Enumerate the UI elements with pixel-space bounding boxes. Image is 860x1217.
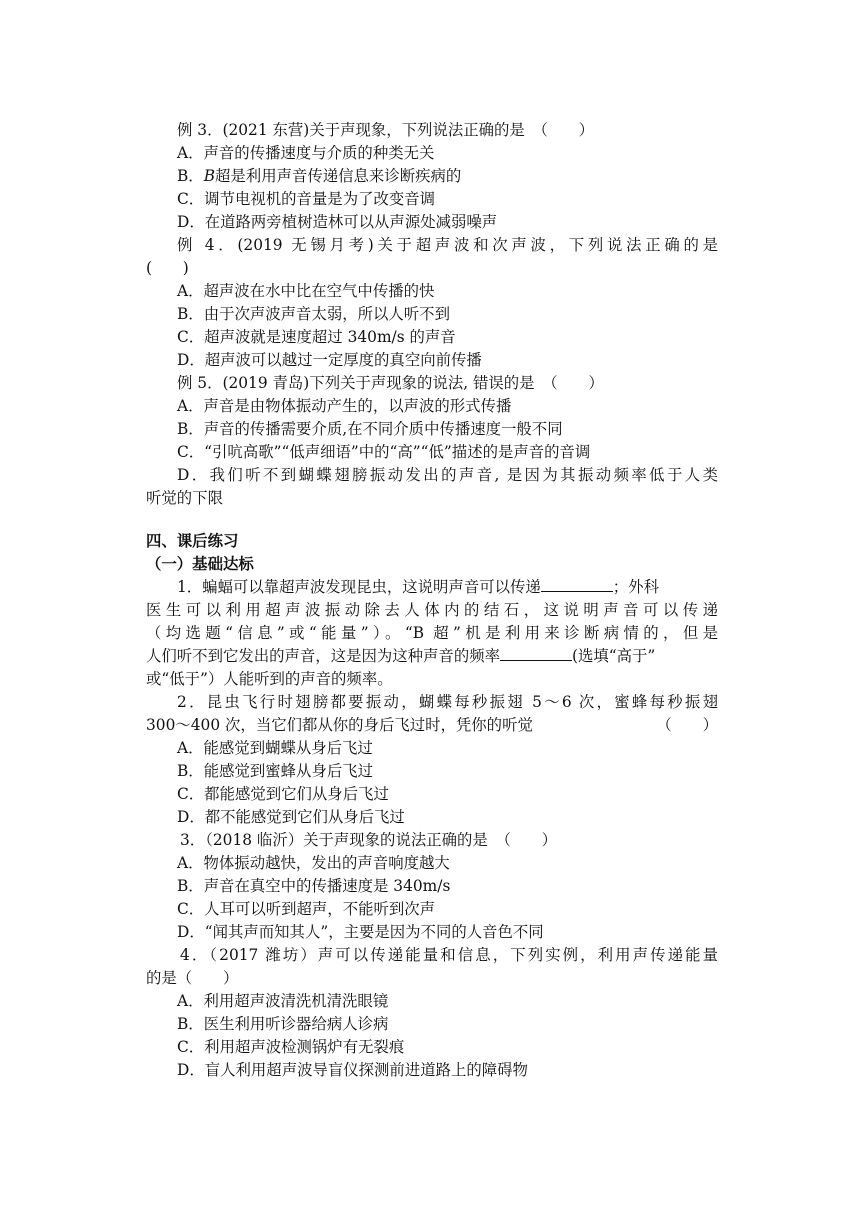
- example-4-answer-paren: ( ): [146, 259, 189, 277]
- question-4-option-b: B．医生利用听诊器给病人诊病: [177, 1015, 389, 1033]
- section-title: 四、课后练习: [146, 532, 239, 550]
- example-5-option-d-continued: 听觉的下限: [146, 489, 223, 507]
- example-5-option-a: A．声音是由物体振动产生的，以声波的形式传播: [177, 397, 512, 415]
- question-2-line-1: 2．昆虫飞行时翅膀都要振动，蝴蝶每秒振翅 5～6 次，蜜蜂每秒振翅: [177, 693, 718, 711]
- question-2-option-d: D．都不能感觉到它们从身后飞过: [177, 808, 405, 826]
- example-3-stem: 例 3．(2021 东营)关于声现象，下列说法正确的是 （ ）: [177, 121, 595, 139]
- question-1-line-4: 人们听不到它发出的声音，这是因为这种声音的频率 (选填“高于”: [146, 647, 656, 665]
- example-5-stem: 例 5．(2019 青岛)下列关于声现象的说法, 错误的是 （ ）: [177, 374, 604, 392]
- example-3-option-c: C．调节电视机的音量是为了改变音调: [177, 190, 436, 208]
- example-5-option-b: B．声音的传播需要介质,在不同介质中传播速度一般不同: [177, 420, 563, 438]
- question-3-option-b: B．声音在真空中的传播速度是 340m/s: [177, 877, 451, 895]
- question-4-option-d: D．盲人利用超声波导盲仪探测前进道路上的障碍物: [177, 1061, 528, 1079]
- example-4-option-d: D．超声波可以越过一定厚度的真空向前传播: [177, 351, 482, 369]
- question-2-option-a: A．能感觉到蝴蝶从身后飞过: [177, 739, 373, 757]
- question-1-line-5: 或“低于”）人能听到的声音的频率。: [146, 670, 393, 688]
- question-1-line-2: 医生可以利用超声波振动除去人体内的结石，这说明声音可以传递: [146, 601, 718, 619]
- example-4-option-b: B．由于次声波声音太弱，所以人听不到: [177, 305, 450, 323]
- question-4-line-2: 的是（ ）: [146, 969, 239, 987]
- example-3-option-d: D．在道路两旁植树造林可以从声源处减弱噪声: [177, 213, 498, 231]
- question-3-option-a: A．物体振动越快，发出的声音响度越大: [177, 854, 450, 872]
- question-3-option-d: D．“闻其声而知其人”，主要是因为不同的人音色不同: [177, 923, 544, 941]
- example-4-option-c: C．超声波就是速度超过 340m/s 的声音: [177, 328, 456, 346]
- example-3-option-b: B．B超是利用声音传递信息来诊断疾病的: [177, 167, 462, 185]
- question-2-line-2: 300～400 次，当它们都从你的身后飞过时，凭你的听觉 （ ）: [146, 714, 718, 737]
- question-2-option-b: B．能感觉到蜜蜂从身后飞过: [177, 762, 374, 780]
- subsection-title: （一）基础达标: [146, 555, 254, 573]
- example-3-option-a: A．声音的传播速度与介质的种类无关: [177, 144, 435, 162]
- question-4-option-c: C．利用超声波检测锅炉有无裂痕: [177, 1038, 405, 1056]
- question-4-option-a: A．利用超声波清洗机清洗眼镜: [177, 992, 389, 1010]
- example-4-stem: 例 4．(2019 无锡月考)关于超声波和次声波，下列说法正确的是: [177, 236, 718, 254]
- answer-blank[interactable]: [541, 577, 613, 592]
- question-1-line-1: 1．蝙蝠可以靠超声波发现昆虫，这说明声音可以传递 ；外科: [177, 578, 659, 596]
- question-2-option-c: C．都能感觉到它们从身后飞过: [177, 785, 389, 803]
- question-3-option-c: C．人耳可以听到超声，不能听到次声: [177, 900, 436, 918]
- question-1-line-3: （均选题“信息”或“能量”）。“B 超”机是利用来诊断病情的，但是: [146, 624, 718, 642]
- example-5-option-c: C．“引吭高歌”“低声细语”中的“高”“低”描述的是声音的音调: [177, 443, 591, 461]
- example-4-option-a: A．超声波在水中比在空气中传播的快: [177, 282, 435, 300]
- example-5-option-d: D．我们听不到蝴蝶翅膀振动发出的声音, 是因为其振动频率低于人类: [177, 466, 718, 484]
- question-3-stem: 3．（2018 临沂）关于声现象的说法正确的是 （ ）: [180, 831, 558, 849]
- question-4-line-1: 4．（2017 潍坊）声可以传递能量和信息，下列实例，利用声传递能量: [180, 946, 718, 964]
- answer-blank[interactable]: [500, 646, 572, 661]
- answer-paren: （ ）: [656, 716, 718, 734]
